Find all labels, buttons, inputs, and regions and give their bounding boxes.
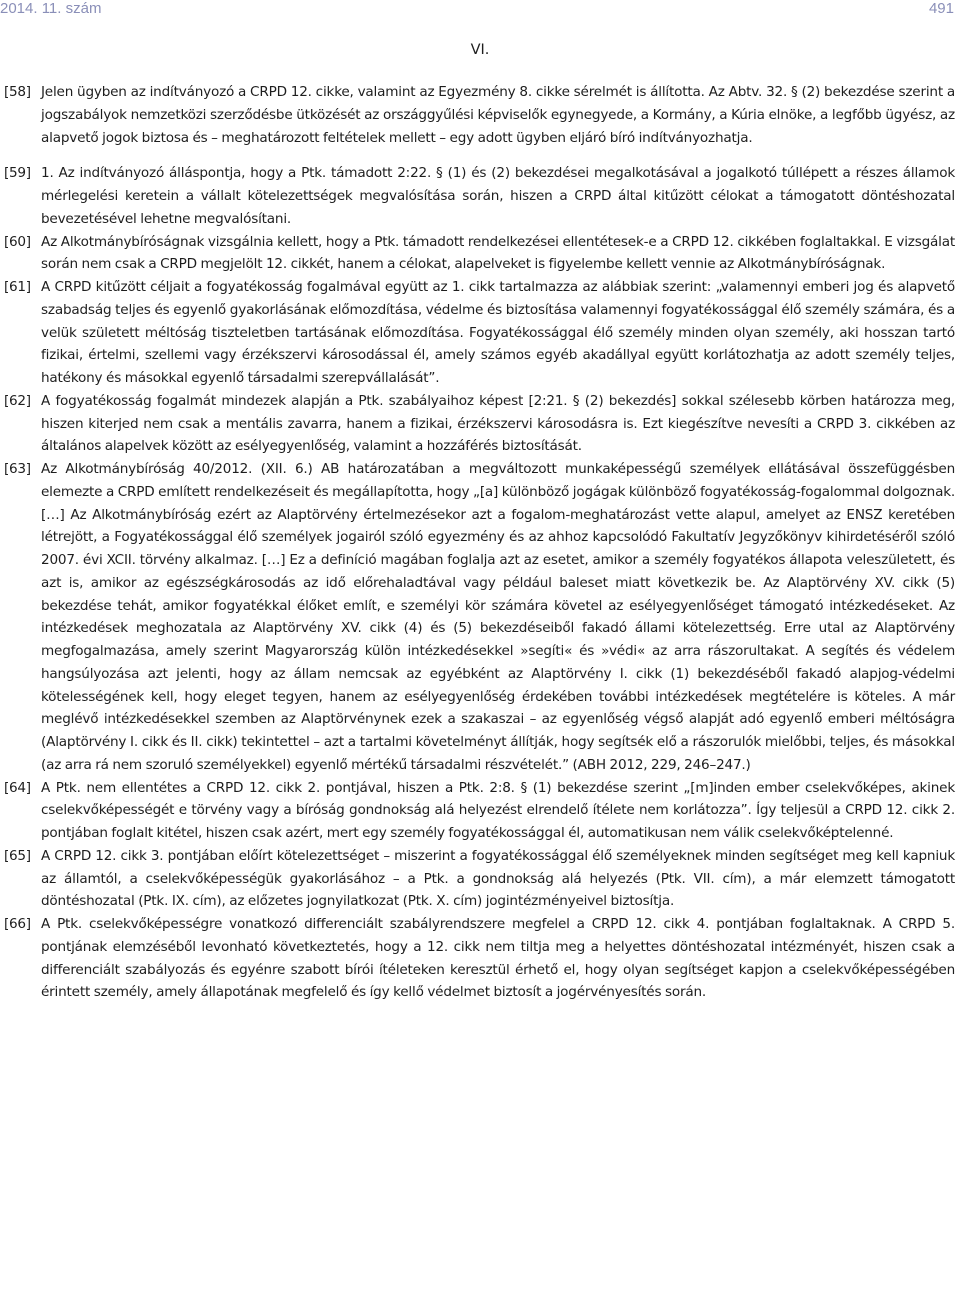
paragraph-number: [64] bbox=[4, 779, 31, 796]
paragraph-number: [59] bbox=[4, 165, 31, 182]
paragraph-text: A fogyatékosság fogalmát mindezek alapján a Ptk. szabályaihoz képest [2:21. § (2) bekezdés] sokkal szélesebb körben határozza meg, hiszen kiterjed nem csak a mentális zavarra, hanem a fizikai, érzékszervi károsodásra is. Ezt kiegészítve nevesíti a CRPD 3. cikkében az általános alapelvek között az esélyegyenlőség, valamint a hozzáférés biztosítását. bbox=[41, 392, 955, 455]
paragraph-text: A CRPD kitűzött céljait a fogyatékosság fogalmával együtt az 1. cikk tartalmazza az alábbiak szerint: „valamennyi emberi jog és alapvető szabadság teljes és egyenlő gyakorlásának előmozdítása, védelme és biztosítása valamennyi fogyatékossággal élő személy számára, és a velük született méltóság tiszteletben tartásának előmozdítása. Fogyatékossággal élő személy minden olyan személy, aki hosszan tartó fizikai, értelmi, szellemi vagy érzékszervi károsodással él, amely számos egyéb akadállyal együtt korlátozhatja az adott személy teljes, hatékony és másokkal egyenlő társadalmi szerepvállalását”. bbox=[41, 279, 955, 386]
issue-date: 2014. 11. szám bbox=[0, 0, 102, 17]
paragraph-text: Jelen ügyben az indítványozó a CRPD 12. cikke, valamint az Egyezmény 8. cikke sérelmét is állította. Az Abtv. 32. § (2) bekezdése szerint a jogszabályok nemzetközi szerződésbe ütközését az országgyűlési képviselők egynegyede, a Kormány, a Kúria elnöke, a legfőbb ügyész, az alapvető jogok biztosa és – meghatározott feltételek mellett – egy adott ügyben eljáró bíró indítványozhatja. bbox=[41, 84, 955, 146]
paragraph-number: [62] bbox=[4, 392, 31, 409]
paragraph-text: Az Alkotmánybíróságnak vizsgálnia kellett, hogy a Ptk. támadott rendelkezései ellentétesek-e a CRPD 12. cikkében foglaltakkal. E vizsgálat során nem csak a CRPD megjelölt 12. cikkét, hanem a célokat, alapelveket is figyelembe kellett vennie az Alkotmánybíróságnak. bbox=[41, 233, 955, 273]
paragraph-number: [63] bbox=[4, 461, 31, 477]
paragraph-62 bbox=[4, 390, 955, 458]
paragraph-59 bbox=[4, 162, 955, 230]
paragraph-61 bbox=[4, 276, 955, 390]
paragraph-number: [58] bbox=[4, 84, 31, 100]
page-number: 491 bbox=[928, 0, 954, 17]
paragraph-63 bbox=[4, 458, 955, 777]
paragraph-text: A Ptk. nem ellentétes a CRPD 12. cikk 2. pontjával, hiszen a Ptk. 2:8. § (1) bekezdése szerint „[m]inden ember cselekvőképes, akinek cselekvőképességét e törvény vagy a bíróság gondnokság alá helyezést elrendelő ítélete nem korlátozza”. Így teljesül a CRPD 12. cikk 2. pontjában foglalt kitétel, hiszen csak azért, mert egy személy fogyatékossággal él, automatikusan nem válik cselekvőképtelenné. bbox=[41, 779, 955, 841]
section-heading: VI. bbox=[470, 42, 490, 58]
paragraph-60 bbox=[4, 231, 955, 277]
paragraph-text: A CRPD 12. cikk 3. pontjában előírt kötelezettséget – miszerint a fogyatékossággal élő személyeknek minden segítséget meg kell kapniuk az államtól, a cselekvőképességük gyakorlásához – a Ptk. a gondnokság alá helyezés (Ptk. VII. cím), a már elemzett támogatott döntéshozatal (Ptk. IX. cím), az előzetes jognyilatkozat (Ptk. X. cím) jogintézményeivel biztosítja. bbox=[41, 847, 955, 910]
paragraph-65 bbox=[4, 845, 955, 913]
paragraph-number: [65] bbox=[4, 847, 31, 864]
paragraph-58 bbox=[4, 81, 955, 149]
paragraph-text: Az Alkotmánybíróság 40/2012. (XII. 6.) AB határozatában a megváltozott munkaképességű személyek ellátásával összefüggésben elemezte a CRPD említett rendelkezéseit és megállapította, hogy „[a] különböző jogágak különböző fogyatékosság-fogalommal dolgoznak. […] Az Alkotmánybíróság ezért az Alaptörvény értelmezésekor azt a fogalom-meghatározást vette alapul, amelyet az ENSZ keretében létrejött, a Fogyatékossággal élő személyek jogairól szóló egyezmény és az ahhoz kapcsolódó Fakultatív Jegyzőkönyv kihirdetéséről szóló 2007. évi XCII. törvény alkalmaz. […] Ez a definíció magában foglalja azt az esetet, amikor a személy fogyatékos állapota veleszületett, és azt is, amikor az egészségkárosodás az idő előrehaladtával vagy például baleset miatt következik be. Az Alaptörvény XV. cikk (5) bekezdése tehát, amikor fogyatékkal élőket említ, e személyi kör számára követel az esélyegyenlőséget támogató intézkedéseket. Az intézkedések meghozatala az Alaptörvény XV. cikk (4) és (5) bekezdéseiből fakadó állami kötelezettség. Erre utal az Alaptörvény megfogalmazása, amely szerint Magyarország külön intézkedésekkel »segíti« és »védi« az arra rászorultakat. A segítés és védelem hangsúlyozása azt jelenti, hogy az állam nemcsak az egyébként az Alaptörvény I. cikk (1) bekezdéséből fakadó alapjog-védelmi kötelességének kell, hogy eleget tegyen, hanem az esélyegyenlőség érdekében további intézkedések megtételére is köteles. A már meglévő intézkedésekkel szemben az Alaptörvénynek ezek a szakaszai – az egyenlőség végső alapját adó egyenlő emberi méltóságra (Alaptörvény I. cikk és II. cikk) tekintettel – azt a tartalmi követelményt állítják, hogy segítsék elő a rászorulók mielőbbi, teljes, és másokkal (az arra rá nem szoruló személyekkel) egyenlő mértékű társadalmi részvételét.” (ABH 2012, 229, 246–247.) bbox=[41, 461, 955, 773]
paragraph-64 bbox=[4, 777, 955, 845]
paragraph-number: [61] bbox=[4, 279, 31, 295]
running-header bbox=[0, 0, 960, 22]
paragraph-66 bbox=[4, 913, 955, 1004]
paragraph-text: A Ptk. cselekvőképességre vonatkozó differenciált szabályrendszere megfelel a CRPD 12. cikk 4. pontjában foglaltaknak. A CRPD 5. pontjának elemzéséből levonható következtetés, hogy a 12. cikk nem tiltja meg a helyettes döntéshozatal intézményét, hiszen csak a differenciált szabályozás és egyénre szabott bírói ítéleteken keresztül érhető el, hogy olyan segítséget kapjon a cselekvőképességében érintett személy, amely állapotának megfelelő és így kellő védelmet biztosít a jogérvényesítés során. bbox=[41, 916, 955, 1001]
paragraph-text: 1. Az indítványozó álláspontja, hogy a Ptk. támadott 2:22. § (1) és (2) bekezdései megalkotásával a jogalkotó túllépett a részes államok mérlegelési keretein a vállalt kötelezettségek megvalósítása során, hiszen a CRPD által kitűzött célokat a támogatott döntéshozatal bevezetésével lehetne megvalósítani. bbox=[41, 165, 955, 227]
paragraph-number: [66] bbox=[4, 916, 31, 932]
body-text bbox=[4, 81, 955, 1004]
paragraph-number: [60] bbox=[4, 233, 31, 250]
